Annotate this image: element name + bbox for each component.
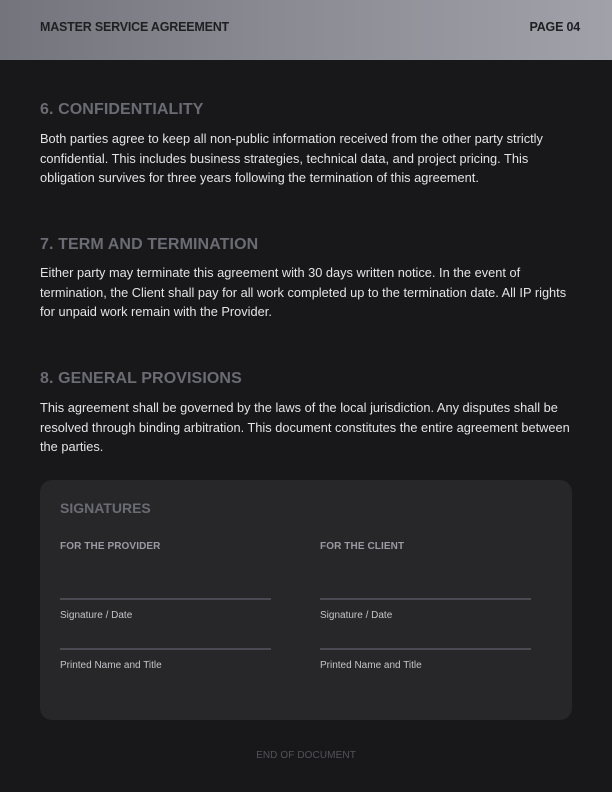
provider-signature-block — [60, 480, 270, 720]
client-signature-line[interactable] — [320, 598, 531, 600]
provider-signature-line[interactable] — [60, 598, 271, 600]
client-signature-caption: Signature / Date — [320, 610, 393, 621]
signatures-title: SIGNATURES — [60, 500, 151, 516]
section-heading-term-termination: 7. TERM AND TERMINATION — [40, 236, 259, 253]
section-body-general-provisions: This agreement shall be governed by the laws of the local jurisdiction. Any disputes shall be resolved through binding arbitration. This document constitutes the entire agreement between the parties. — [40, 400, 570, 454]
provider-name-line[interactable] — [60, 648, 271, 650]
client-signature-block — [320, 480, 530, 720]
provider-signature-caption: Signature / Date — [60, 610, 133, 621]
page-number: PAGE 04 — [529, 20, 580, 34]
page-header — [0, 0, 612, 60]
end-of-document-note: END OF DOCUMENT — [256, 750, 356, 761]
client-name-line[interactable] — [320, 648, 531, 650]
section-heading-confidentiality: 6. CONFIDENTIALITY — [40, 101, 204, 118]
client-label: FOR THE CLIENT — [320, 541, 405, 552]
section-body-term-termination: Either party may terminate this agreement with 30 days written notice. In the event of termination, the Client shall pay for all work completed up to the termination date. All IP rights for unpaid work remain with the Provider. — [40, 265, 567, 319]
section-heading-general-provisions: 8. GENERAL PROVISIONS — [40, 370, 242, 387]
section-body-confidentiality: Both parties agree to keep all non-public information received from the other party strictly confidential. This includes business strategies, technical data, and project pricing. This obligation survives for three years following the termination of this agreement. — [40, 131, 543, 185]
signatures-card — [40, 480, 572, 720]
provider-name-caption: Printed Name and Title — [60, 660, 162, 671]
client-name-caption: Printed Name and Title — [320, 660, 422, 671]
document-title: MASTER SERVICE AGREEMENT — [40, 20, 229, 34]
provider-label: FOR THE PROVIDER — [60, 541, 161, 552]
